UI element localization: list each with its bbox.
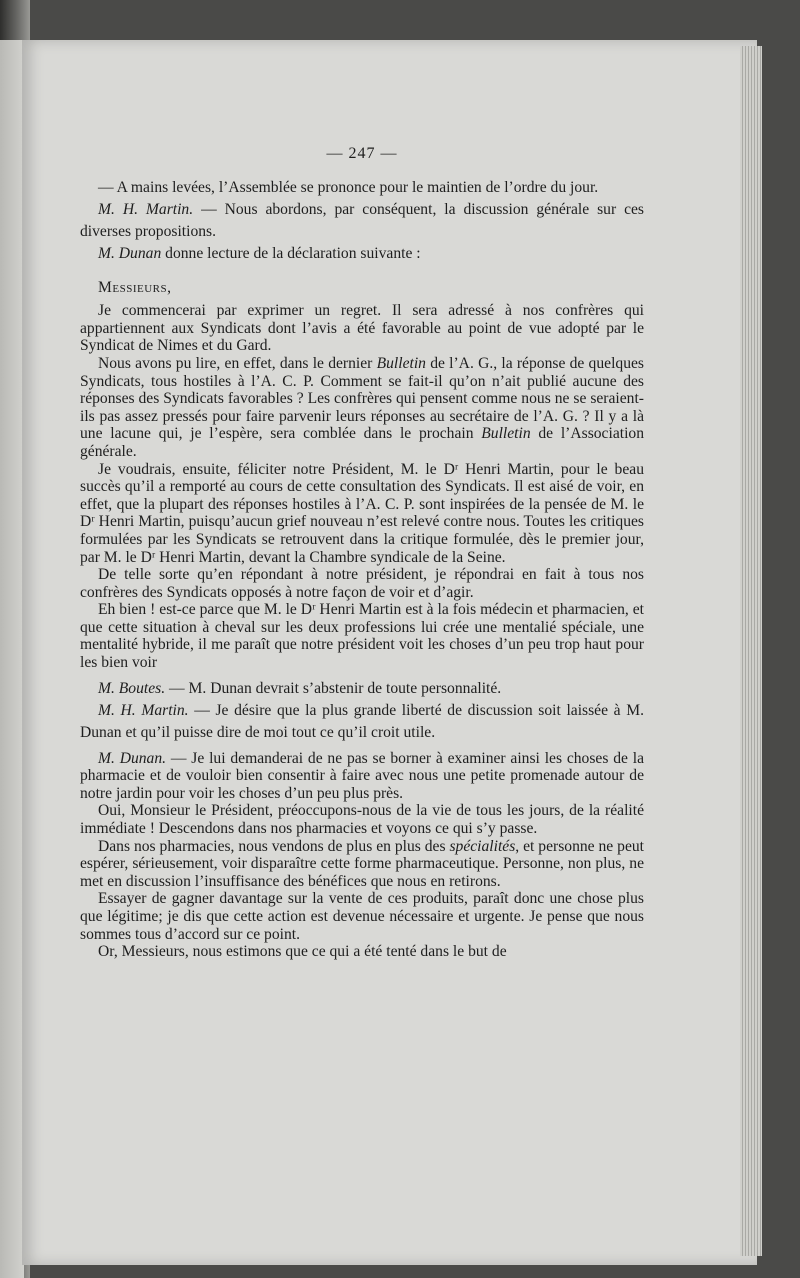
closing-paragraph: Oui, Monsieur le Président, préoccupons-nous de la vie de tous les jours, de la réalité immédiate ! Descendons dans nos pharmacies et voyons ce qui s’y passe.	[80, 802, 644, 838]
text-run: , et personne ne peut espérer, sérieusement, voir disparaître cette forme pharmaceutique. Personne, non plus, ne met en discussion l’insuffisance des bénéfices que nous en retirons.	[80, 837, 644, 890]
speaker-name: M. Dunan.	[98, 749, 167, 767]
closing-paragraph: Or, Messieurs, nous estimons que ce qui a été tenté dans le but de	[98, 943, 507, 961]
dunan-paragraph	[80, 750, 644, 803]
italic-term: spécialités	[449, 837, 516, 855]
declaration-paragraph: Je voudrais, ensuite, féliciter notre Président, M. le Dʳ Henri Martin, pour le beau succès qu’il a remporté au cours de cette consultation des Syndicats. Il est aisé de voir, en effet, que la plupart des réponses hostiles à l’A. C. P. sont inspirées de la pensée de M. le Dʳ Henri Martin, puisqu’aucun grief nouveau n’est relevé contre nous. Toutes les critiques formulées par les Syndicats se retrouvent dans la critique formulée, dès le premier jour, par M. le Dʳ Henri Martin, devant la Chambre syndicale de la Seine.	[80, 460, 644, 566]
paragraph-text: — M. Dunan devrait s’abstenir de toute personnalité.	[165, 679, 502, 697]
page-content	[80, 145, 644, 961]
closing-paragraph: Essayer de gagner davantage sur la vente de ces produits, paraît donc une chose plus que légitime; je dis que cette action est devenue nécessaire et urgente. Je pense que nous sommes tous d’accord sur ce point.	[80, 890, 644, 943]
italic-title: Bulletin	[481, 425, 531, 443]
page-stack-edge	[740, 46, 762, 1256]
text-run: Nous avons pu lire, en effet, dans le dernier	[98, 354, 377, 372]
speaker-name: M. Dunan	[98, 244, 162, 262]
page-number: — 247 —	[326, 145, 398, 162]
speaker-name: M. Boutes.	[98, 679, 166, 697]
closing-paragraph	[80, 838, 644, 891]
paragraph	[80, 243, 644, 265]
text-run: Dans nos pharmacies, nous vendons de plus en plus des	[98, 837, 450, 855]
paragraph-text: — Nous abordons, par conséquent, la discussion générale sur ces diverses propositions.	[80, 200, 644, 240]
declaration-paragraph	[80, 355, 644, 461]
declaration-paragraph: Je commencerai par exprimer un regret. Il sera adressé à nos confrères qui appartiennent aux Syndicats dont l’avis a été favorable au point de vue adopté par le Syndicat de Nimes et du Gard.	[80, 302, 644, 355]
italic-title: Bulletin	[376, 354, 426, 372]
paragraph-text: donne lecture de la déclaration suivante :	[161, 244, 421, 262]
exchange-paragraph	[80, 678, 644, 700]
declaration-paragraph: De telle sorte qu’en répondant à notre président, je répondrai en fait à tous nos confrères des Syndicats opposés à notre façon de voir et d’agir.	[80, 566, 644, 601]
declaration-paragraph: Eh bien ! est-ce parce que M. le Dʳ Henri Martin est à la fois médecin et pharmacien, et que cette situation à cheval sur les deux professions lui crée une mentalié spéciale, une mentalité hybride, il me paraît que notre président voit les choses d’un peu trop haut pour les bien voir	[80, 601, 644, 672]
paragraph	[80, 177, 644, 199]
page-left-edge	[0, 40, 24, 1278]
paragraph-text: — A mains levées, l’Assemblée se prononce pour le maintien de l’ordre du jour.	[98, 178, 599, 196]
speaker-name: M. H. Martin.	[98, 200, 194, 218]
exchange-paragraph	[80, 700, 644, 744]
paragraph-text: — Je lui demanderai de ne pas se borner à examiner ainsi les choses de la pharmacie et de vouloir bien consentir à faire avec nous une petite promenade autour de notre jardin pour voir les choses d’un peu plus près.	[80, 749, 644, 802]
paragraph-text: — Je désire que la plus grande liberté de discussion soit laissée à M. Dunan et qu’il puisse dire de moi tout ce qu’il croit utile.	[80, 701, 644, 741]
salutation: Messieurs,	[98, 278, 172, 296]
paragraph	[80, 199, 644, 243]
speaker-name: M. H. Martin.	[98, 701, 189, 719]
text-run: de l’A. G., la réponse de quelques Syndicats, tous hostiles à l’A. C. P. Comment se fait-il qu’on n’ait publié aucune des réponses des Syndicats favorables ? Les confrères qui pensent comme nous ne se seraient-ils pas assez pressés pour faire parvenir leurs réponses au secrétaire de l’A. G. ? Il y a là une lacune qui, je l’espère, sera comblée dans le prochain	[80, 354, 644, 443]
text-run: de l’Association générale.	[80, 425, 644, 460]
